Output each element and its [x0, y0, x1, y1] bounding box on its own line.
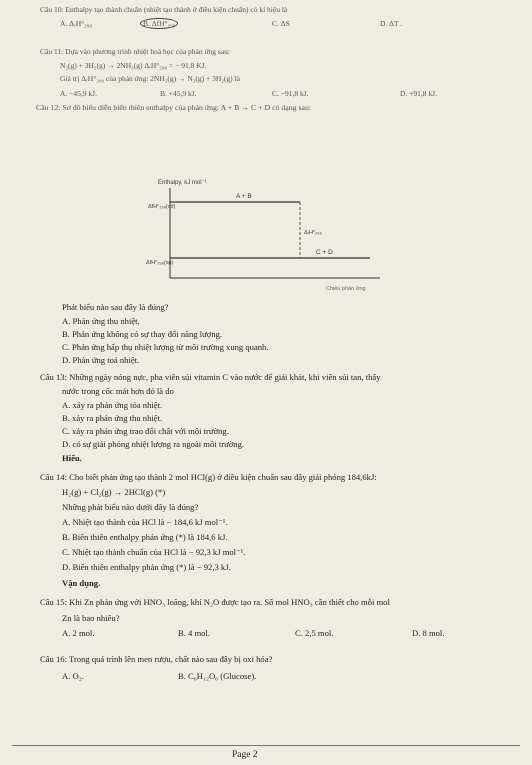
q13-option-c: C. xảy ra phản ứng trao đổi chất với môi trường.: [62, 426, 229, 436]
q14-option-b: B. Biến thiên enthalpy phản ứng (*) là 184,6 kJ.: [62, 532, 228, 542]
q16-stem: Câu 16: Trong quá trình lên men rượu, chất nào sau đây bị oxi hóa?: [40, 654, 273, 664]
selected-answer-circle: B. ΔfH°₂₉₈: [140, 18, 178, 29]
q15-option-d: D. 8 mol.: [412, 628, 445, 638]
page-number: Page 2: [232, 750, 258, 760]
q15-stem-line-2: Zn là bao nhiêu?: [62, 613, 120, 623]
q11-equation-2: Giá trị ΔᵣH°₂₉₈ của phản ứng: 2NH₃(g) → N₂(g) + 3H₂(g) là: [60, 74, 240, 83]
x-axis-label: Chiều phản ứng: [326, 286, 366, 292]
q12-option-d: D. Phản ứng toả nhiệt.: [62, 355, 140, 365]
q13-stem-line-2: nước trong cốc mát hơn đó là do: [62, 386, 174, 396]
q10-option-c: C. ΔS: [272, 19, 290, 28]
q13-option-a: A. xảy ra phản ứng tỏa nhiệt.: [62, 400, 163, 410]
q14-question: Những phát biểu nào dưới đây là đúng?: [62, 502, 199, 512]
q12-stem: Câu 12: Sơ đồ biểu diễn biến thiên enthalpy của phản ứng: A + B → C + D có dạng sau:: [36, 103, 312, 112]
y-axis-label: Enthalpy, kJ mol⁻¹: [158, 180, 207, 186]
q15-option-b: B. 4 mol.: [178, 628, 210, 638]
products-label: C + D: [316, 249, 333, 256]
q12-question: Phát biểu nào sau đây là đúng?: [62, 302, 169, 312]
reactant-level-label: ΔfH°₂₉₈(cđ): [148, 204, 176, 210]
q15-option-c: C. 2,5 mol.: [295, 628, 334, 638]
q14-stem: Câu 14: Cho biết phản ứng tạo thành 2 mol HCl(g) ở điều kiện chuẩn sau đây giải phóng 184,6kJ:: [40, 472, 377, 482]
enthalpy-diagram-svg: [146, 178, 390, 296]
q14-option-c: C. Nhiệt tạo thành chuẩn của HCl là − 92,3 kJ mol⁻¹.: [62, 547, 246, 557]
reactants-label: A + B: [236, 193, 252, 200]
q11-option-d: D. +91,8 kJ.: [400, 89, 437, 98]
q11-option-b: B. +45,9 kJ.: [160, 89, 197, 98]
q12-option-c: C. Phản ứng hấp thụ nhiệt lượng từ môi trường xung quanh.: [62, 342, 269, 352]
section-heading-van-dung: Vận dụng.: [62, 578, 101, 588]
q10-option-b: [140, 19, 178, 28]
q10-stem: Câu 10: Enthalpy tạo thành chuẩn (nhiệt tạo thành ở điều kiện chuẩn) có kí hiệu là: [40, 5, 288, 14]
q14-equation: H₂(g) + Cl₂(g) → 2HCl(g) (*): [62, 487, 166, 497]
q13-stem-line-1: Câu 13: Những ngày nóng nực, pha viên sủi vitamin C vào nước để giải khát, khi viên sủi tan, thấy: [40, 372, 381, 382]
product-level-label: ΔfH°₂₉₈(sp): [146, 260, 174, 266]
q16-option-a: A. O₂.: [62, 671, 84, 681]
q14-option-d: D. Biến thiên enthalpy phản ứng (*) là − 92,3 kJ.: [62, 562, 231, 572]
delta-h-label: ΔᵣH°₂₉₈: [304, 230, 322, 236]
q10-option-a: A. ΔᵣH°₂₉₈: [60, 19, 92, 28]
q15-option-a: A. 2 mol.: [62, 628, 95, 638]
q12-option-a: A. Phản ứng thu nhiệt.: [62, 316, 140, 326]
q15-stem-line-1: Câu 15: Khi Zn phản ứng với HNO₃ loãng, khí N₂O được tạo ra. Số mol HNO₃ cần thiết cho mỗi mol: [40, 597, 390, 607]
q13-option-d: D. có sự giải phóng nhiệt lượng ra ngoài môi trường.: [62, 439, 245, 449]
q11-option-a: A. −45,9 kJ.: [60, 89, 97, 98]
section-heading-hieu: Hiểu.: [62, 453, 82, 463]
q10-option-d: D. ΔT .: [380, 19, 403, 28]
q16-option-b: B. C₆H₁₂O₆ (Glucose).: [178, 671, 257, 681]
q12-option-b: B. Phản ứng không có sự thay đổi năng lượng.: [62, 329, 223, 339]
q14-option-a: A. Nhiệt tạo thành của HCl là − 184,6 kJ mol⁻¹.: [62, 517, 228, 527]
q11-equation-1: N₂(g) + 3H₂(g) → 2NH₃(g) ΔᵣH°₂₉₈ = − 91,8 KJ.: [60, 61, 207, 70]
q11-option-c: C. −91,8 kJ.: [272, 89, 309, 98]
q13-option-b: B. xảy ra phản ứng thu nhiệt.: [62, 413, 163, 423]
enthalpy-diagram: [146, 178, 390, 298]
q11-stem: Câu 11: Dựa vào phương trình nhiệt hoá học của phản ứng sau:: [40, 47, 231, 56]
footer-divider: [12, 745, 520, 746]
